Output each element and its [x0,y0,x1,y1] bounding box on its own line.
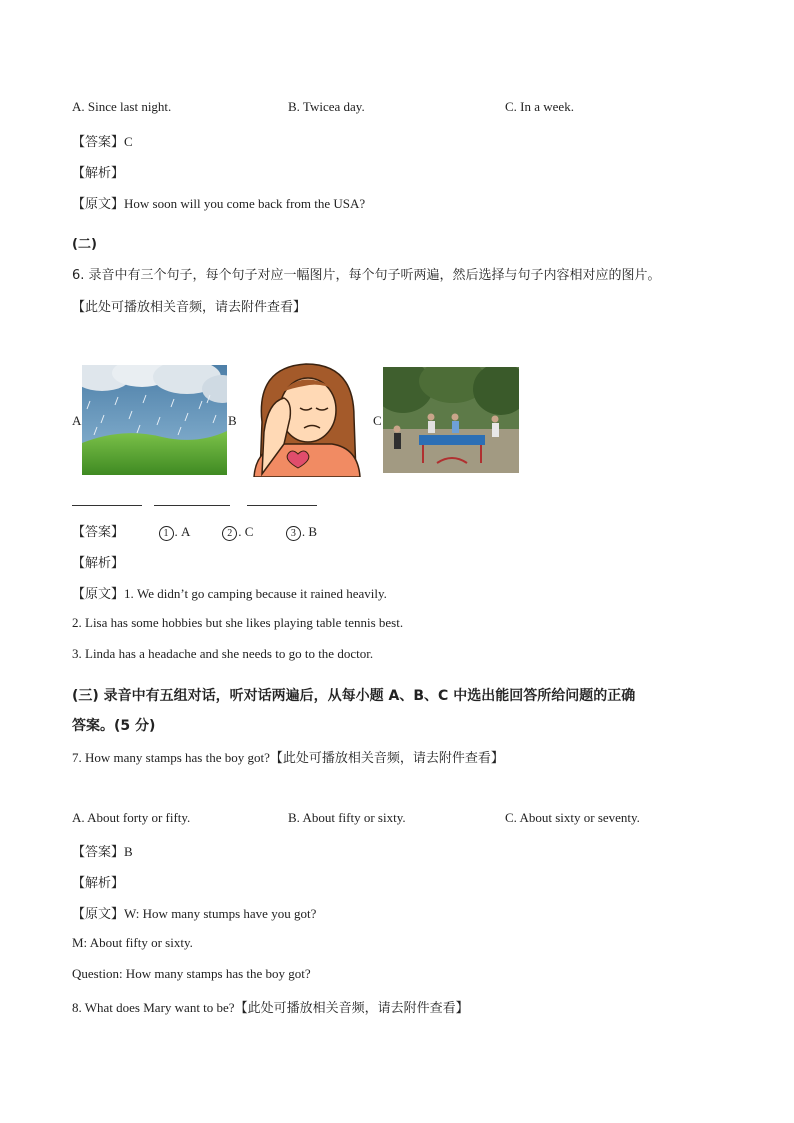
answer-value: C [124,134,133,149]
q7-transcript-1 [72,903,316,922]
headache-girl-image [244,362,374,477]
answer-item-1 [159,524,190,539]
table-tennis-picture [383,367,519,473]
transcript-text: W: How many stumps have you got? [124,906,317,921]
answer-blank-2[interactable] [154,505,230,506]
answer-item-value: . C [238,524,254,539]
q7-option-b: B. About fifty or sixty. [288,810,406,825]
transcript-label: 【原文】 [72,197,125,212]
q6-instruction: 6. 录音中有三个句子，每个句子对应一幅图片，每个句子听两遍，然后选择与句子内容相对应的图片。 [72,268,661,283]
q5-transcript [72,193,365,212]
q7-transcript-3: Question: How many stamps has the boy got? [72,966,311,981]
transcript-label: 【原文】 [72,907,125,922]
q7-option-c: C. About sixty or seventy. [505,810,640,825]
answer-item-value: . A [174,524,190,539]
rain-landscape-image [82,365,227,475]
q5-answer [72,131,133,150]
q6-audio-note: 【此处可播放相关音频，请去附件查看】 [72,300,307,315]
audio-note: 【此处可播放相关音频，请去附件查看】 [269,751,504,766]
answer-blank-1[interactable] [72,505,142,506]
q5-option-b: B. Twicea day. [288,99,365,114]
answer-blank-3[interactable] [247,505,317,506]
question-text: 8. What does Mary want to be? [72,1000,235,1015]
answer-label: 【答案】 [72,845,125,860]
q5-option-c: C. In a week. [505,99,574,114]
answer-item-value: . B [301,524,318,539]
transcript-text: 1. We didn’t go camping because it rained heavily. [124,586,387,601]
q7-option-a: A. About forty or fifty. [72,810,191,825]
table-tennis-photo-image [383,367,519,473]
transcript-text: How soon will you come back from the USA? [124,196,366,211]
q5-analysis-label: 【解析】 [72,166,125,181]
section3-title-line1: (三) 录音中有五组对话，听对话两遍后，从每小题 A、B、C 中选出能回答所给问题的正确 [72,688,636,704]
q6-transcript-1 [72,583,387,602]
answer-item-3 [286,524,317,539]
section2-title: (二) [72,237,97,252]
headache-picture [244,362,374,477]
q7-question [72,747,504,766]
q6-transcript-2: 2. Lisa has some hobbies but she likes playing table tennis best. [72,615,404,630]
answer-label: 【答案】 [72,525,125,540]
section3-title-line2: 答案。(5 分) [72,718,156,734]
answer-item-2 [222,524,253,539]
q6-analysis-label: 【解析】 [72,556,125,571]
rain-picture [82,365,227,475]
picture-label-a: A [72,413,82,428]
q7-answer [72,841,133,860]
answer-value: B [124,844,133,859]
answer-label: 【答案】 [72,135,125,150]
audio-note: 【此处可播放相关音频，请去附件查看】 [234,1001,469,1016]
q7-transcript-2: M: About fifty or sixty. [72,935,193,950]
circled-number: 1 [159,526,174,541]
q7-analysis-label: 【解析】 [72,876,125,891]
q5-option-a: A. Since last night. [72,99,172,114]
q6-answer [72,521,317,541]
picture-label-c: C [373,413,382,428]
q8-question [72,997,469,1016]
picture-label-b: B [228,413,237,428]
question-text: 7. How many stamps has the boy got? [72,750,270,765]
circled-number: 2 [222,526,237,541]
transcript-label: 【原文】 [72,587,125,602]
circled-number: 3 [286,526,301,541]
q6-transcript-3: 3. Linda has a headache and she needs to go to the doctor. [72,646,374,661]
